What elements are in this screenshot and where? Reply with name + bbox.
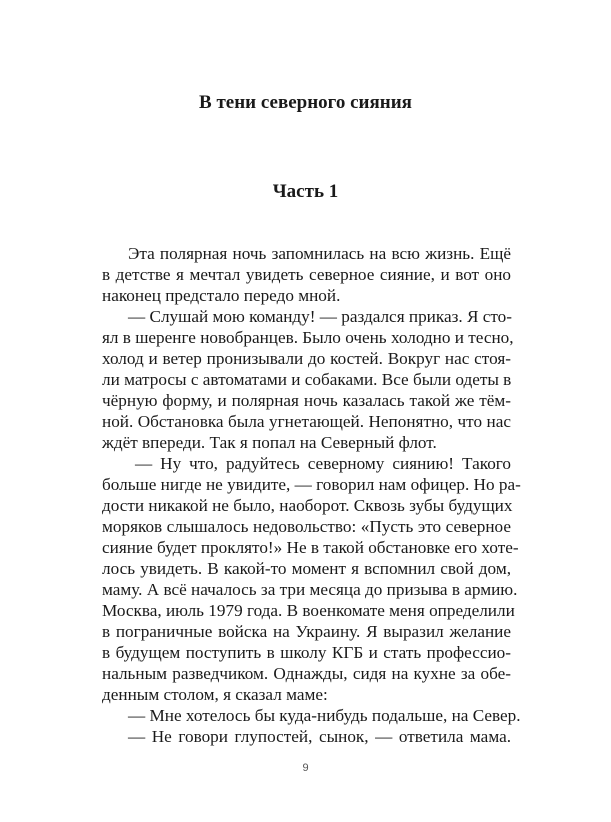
text-line: в детстве я мечтал увидеть северное сияние, и вот оно [102, 265, 511, 284]
page-number: 9 [302, 762, 309, 774]
part-heading: Часть 1 [272, 181, 339, 202]
text-line: чёрную форму, и полярная ночь казалась такой же тём- [102, 391, 511, 410]
text-line: ной. Обстановка была угнетающей. Непонятно, что нас [102, 412, 511, 431]
text-line: — Мне хотелось бы куда-нибудь подальше, на Север. [128, 706, 521, 725]
text-line: моряков слышалось недовольство: «Пусть это северное [102, 517, 511, 536]
text-line: ждёт впереди. Так я попал на Северный флот. [102, 433, 437, 452]
text-line: — Ну что, радуйтесь северному сиянию! Такого [135, 454, 511, 473]
text-line: наконец предстало передо мной. [102, 286, 341, 305]
text-line: денным столом, я сказал маме: [102, 685, 328, 704]
text-line: нальным разведчиком. Однажды, сидя на кухне за обе- [102, 664, 511, 683]
text-line: холод и ветер пронизывали до костей. Вокруг нас стоя- [102, 349, 511, 368]
text-line: ли матросы с автоматами и собаками. Все были одеты в [102, 370, 512, 389]
text-line: больше нигде не увидите, — говорил нам офицер. Но ра- [102, 475, 521, 494]
text-line: лось увидеть. В какой-то момент я вспомнил свой дом, [102, 559, 511, 578]
text-line: Москва, июль 1979 года. В военкомате меня определили [102, 601, 515, 620]
text-line: в будущем поступить в школу КГБ и стать профессио- [102, 643, 511, 662]
text-line: маму. А всё началось за три месяца до призыва в армию. [102, 580, 518, 599]
text-line: Эта полярная ночь запомнилась на всю жизнь. Ещё [128, 244, 511, 263]
text-line: — Не говори глупостей, сынок, — ответила мама. [128, 727, 511, 746]
text-line: в пограничные войска на Украину. Я выразил желание [102, 622, 511, 641]
text-line: дости никакой не было, наоборот. Сквозь зубы будущих [102, 496, 513, 515]
body-text [102, 243, 521, 747]
book-title: В тени северного сияния [199, 92, 412, 113]
text-line: — Слушай мою команду! — раздался приказ. Я сто- [128, 307, 512, 326]
text-line: сияние будет проклято!» Не в такой обстановке его хоте- [102, 538, 519, 557]
text-line: ял в шеренге новобранцев. Было очень холодно и тесно, [102, 328, 514, 347]
